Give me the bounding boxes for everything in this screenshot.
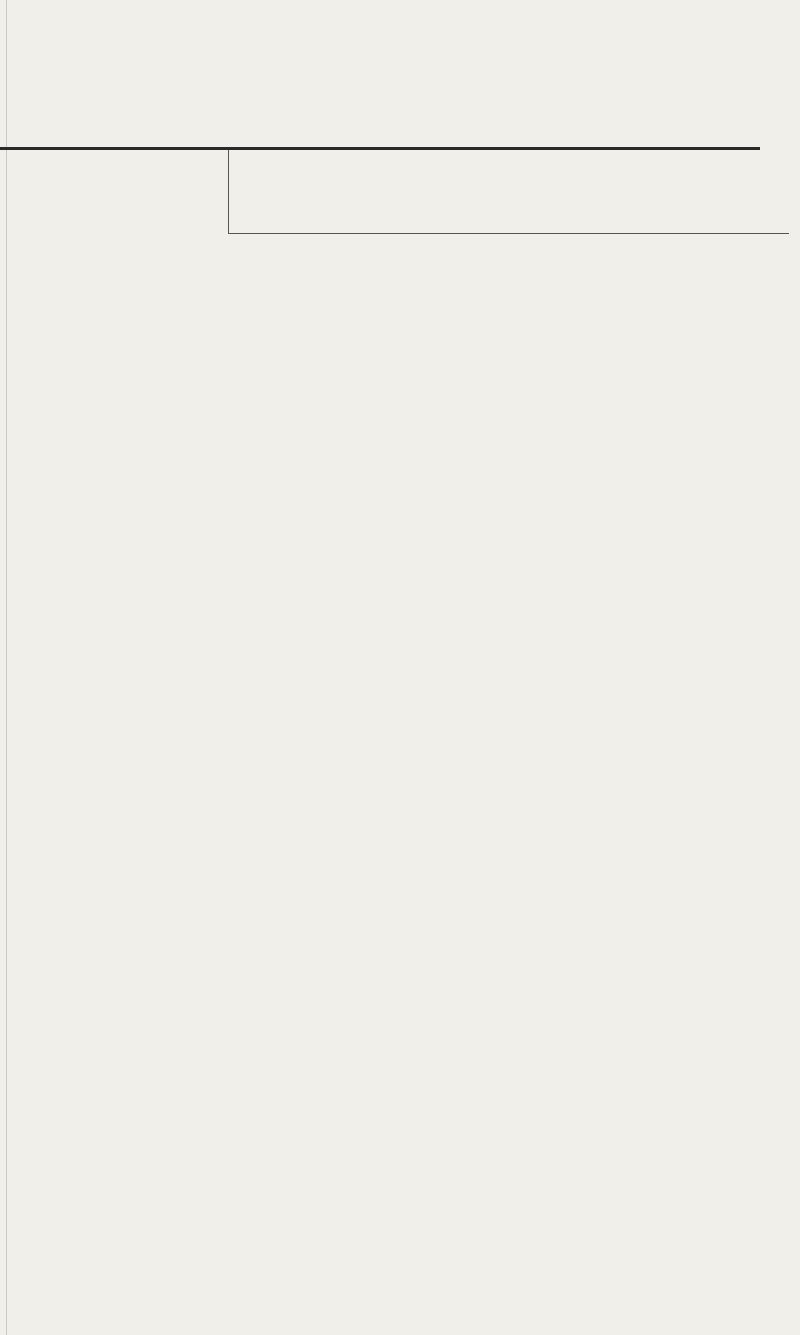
cause-column-header	[0, 150, 229, 233]
causes-of-death-table	[0, 150, 789, 233]
years-header	[229, 150, 789, 233]
